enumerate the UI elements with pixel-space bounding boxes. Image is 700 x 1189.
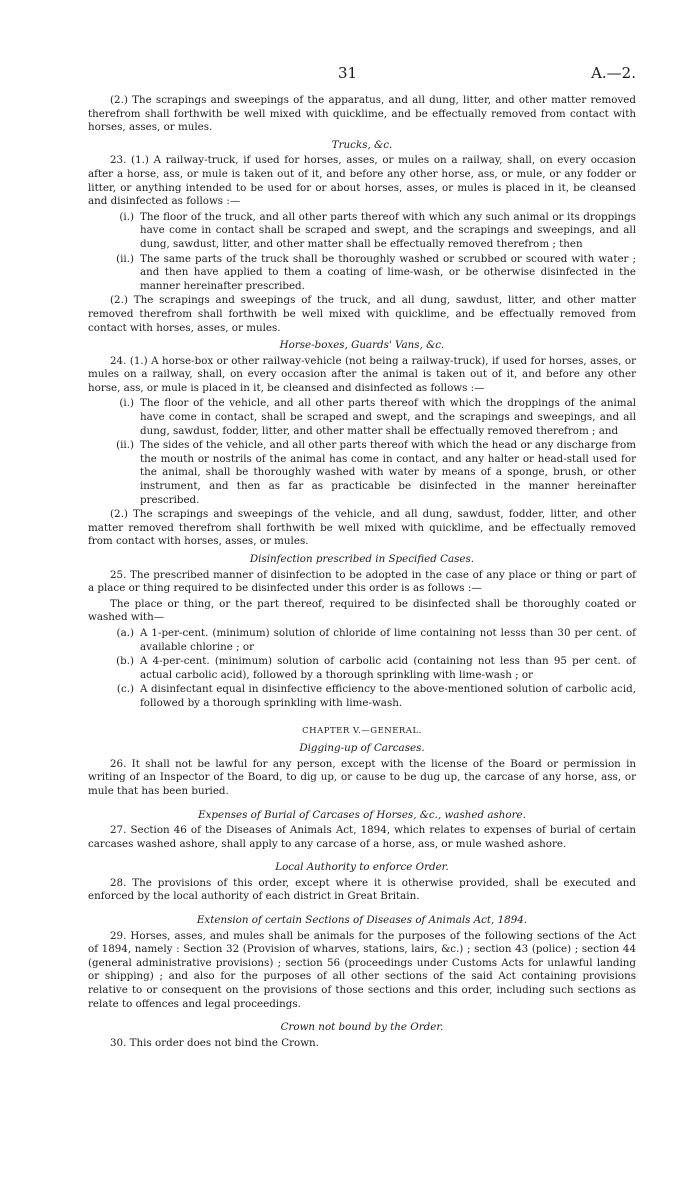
list-item-text: A 1-per-cent. (minimum) solution of chloride of lime containing not lesss than 30 per cent. of available chlorine ; or xyxy=(140,626,636,653)
paragraph: The place or thing, or the part thereof, required to be disinfected shall be thoroughly coated or washed with— xyxy=(88,597,636,624)
list-item-label: (ii.) xyxy=(116,439,134,452)
document-body xyxy=(88,94,636,1050)
section-heading: Digging-up of Carcases. xyxy=(299,742,425,755)
list-item-label: (a.) xyxy=(116,626,134,639)
list-item-text: A 4-per-cent. (minimum) solution of carbolic acid (containing not less than 95 per cent. of actual carbolic acid), followed by a thorough sprinkling with lime-wash ; or xyxy=(140,655,636,681)
list-item xyxy=(88,397,636,438)
list-item-label: (i.) xyxy=(119,397,134,410)
list-item-label: (ii.) xyxy=(116,252,134,265)
section-heading: Local Authority to enforce Order. xyxy=(275,861,449,874)
document-page xyxy=(88,64,636,1052)
list-item-label: (b.) xyxy=(116,655,134,668)
list-item xyxy=(88,211,636,252)
paragraph: 27. Section 46 of the Diseases of Animals Act, 1894, which relates to expenses of burial of certain carcases washed ashore, shall apply to any carcase of a horse, ass, or mule washed ashore. xyxy=(88,824,636,850)
list-item-label: (c.) xyxy=(116,683,134,696)
list-item xyxy=(88,253,636,294)
paragraph: 24. (1.) A horse-box or other railway-vehicle (not being a railway-truck), if used for horses, asses, or mules on a railway, shall, on every occasion after the animal is taken out of it, and before any other horse, ass, or mule is placed in it, be cleansed and disinfected as follows :— xyxy=(88,354,636,394)
paragraph: 29. Horses, asses, and mules shall be animals for the purposes of the following sections of the Act of 1894, namely : Section 32 (Provision of wharves, stations, lairs, &c.) ; section 43 (police) ; section 44 (general administrative provisions) ; section 56 (proceedings under Customs Acts for unlawful landing or shipping) ; and also for the purposes of all other sections of the said Act containing provisions relative to or consequent on the provisions of those sections and this order, including such sections as relate to offences and legal proceedings. xyxy=(88,929,636,1010)
section-heading: Trucks, &c. xyxy=(331,138,393,151)
paragraph: 28. The provisions of this order, except where it is otherwise provided, shall be executed and enforced by the local authority of each district in Great Britain. xyxy=(88,876,636,903)
list-item xyxy=(88,439,636,507)
list-item-text: A disinfectant equal in disinfective efficiency to the above-mentioned solution of carbolic acid, followed by a thorough sprinkling with lime-wash. xyxy=(140,683,636,709)
page-number: 31 xyxy=(338,64,358,82)
paragraph: 30. This order does not bind the Crown. xyxy=(110,1036,319,1049)
paragraph: (2.) The scrapings and sweepings of the truck, and all dung, sawdust, litter, and other matter removed therefrom shall forthwith be well mixed with quicklime, and be effectually removed from contact with horses, asses, or mules. xyxy=(88,294,636,334)
paragraph: (2.) The scrapings and sweepings of the apparatus, and all dung, litter, and other matter removed therefrom shall forthwith be well mixed with quicklime, and be effectually removed from contact with horses, asses, or mules. xyxy=(88,94,636,134)
page-header xyxy=(88,64,636,94)
section-heading: Horse-boxes, Guards' Vans, &c. xyxy=(279,339,445,352)
section-heading: Crown not bound by the Order. xyxy=(280,1021,444,1034)
series-number: A.—2. xyxy=(591,64,636,82)
list-item xyxy=(88,627,636,654)
paragraph: 25. The prescribed manner of disinfection to be adopted in the case of any place or thing or part of a place or thing required to be disinfected under this order is as follows :— xyxy=(88,568,636,595)
list-item-label: (i.) xyxy=(119,210,134,223)
section-heading: Disinfection prescribed in Specified Cases. xyxy=(249,553,475,565)
paragraph: 23. (1.) A railway-truck, if used for horses, asses, or mules on a railway, shall, on every occasion after a horse, ass, or mule is taken out of it, and before any other horse, ass, or mule, or any fodder or litter, or anything intended to be used for or about horses, asses, or mules is placed in it, be cleansed and disinfected as follows :— xyxy=(88,154,636,208)
paragraph: (2.) The scrapings and sweepings of the vehicle, and all dung, sawdust, fodder, litter, and other matter removed therefrom shall forthwith be well mixed with quicklime, and be effectually removed from contact with horses, asses, or mules. xyxy=(88,508,636,548)
section-heading: Expenses of Burial of Carcases of Horses, &c., washed ashore. xyxy=(198,808,526,821)
list-item-text: The sides of the vehicle, and all other parts thereof with which the head or any discharge from the mouth or nostrils of the animal has come in contact, and any halter or head-stall used for the animal, shall be thoroughly washed with water by means of a sponge, brush, or other instrument, and then as far as practicable be disinfected in the manner hereinafter prescribed. xyxy=(140,439,637,506)
list-item-text: The floor of the truck, and all other parts thereof with which any such animal or its droppings have come in contact shall be scraped and swept, and the scrapings and sweepings, and all dung, sawdust, litter, and other matter shall be effectually removed therefrom ; then xyxy=(140,210,636,250)
section-heading: Extension of certain Sections of Diseases of Animals Act, 1894. xyxy=(196,914,528,927)
list-item xyxy=(88,655,636,682)
list-item-text: The floor of the vehicle, and all other parts thereof with which the droppings of the animal have come in contact, shall be scraped and swept, and the scrapings and sweepings, and all dung, sawdust, fodder, litter, and other matter shall be effectually removed therefrom ; and xyxy=(140,397,636,437)
list-item xyxy=(88,683,636,710)
paragraph: 26. It shall not be lawful for any person, except with the license of the Board or permission in writing of an Inspector of the Board, to dig up, or cause to be dug up, the carcase of any horse, ass, or mule that has been buried. xyxy=(88,757,636,797)
chapter-heading: CHAPTER V.—GENERAL. xyxy=(302,725,422,736)
list-item-text: The same parts of the truck shall be thoroughly washed or scrubbed or scoured with water ; and then have applied to them a coating of lime-wash, or be otherwise disinfected in the manner hereinafter prescribed. xyxy=(140,252,636,292)
